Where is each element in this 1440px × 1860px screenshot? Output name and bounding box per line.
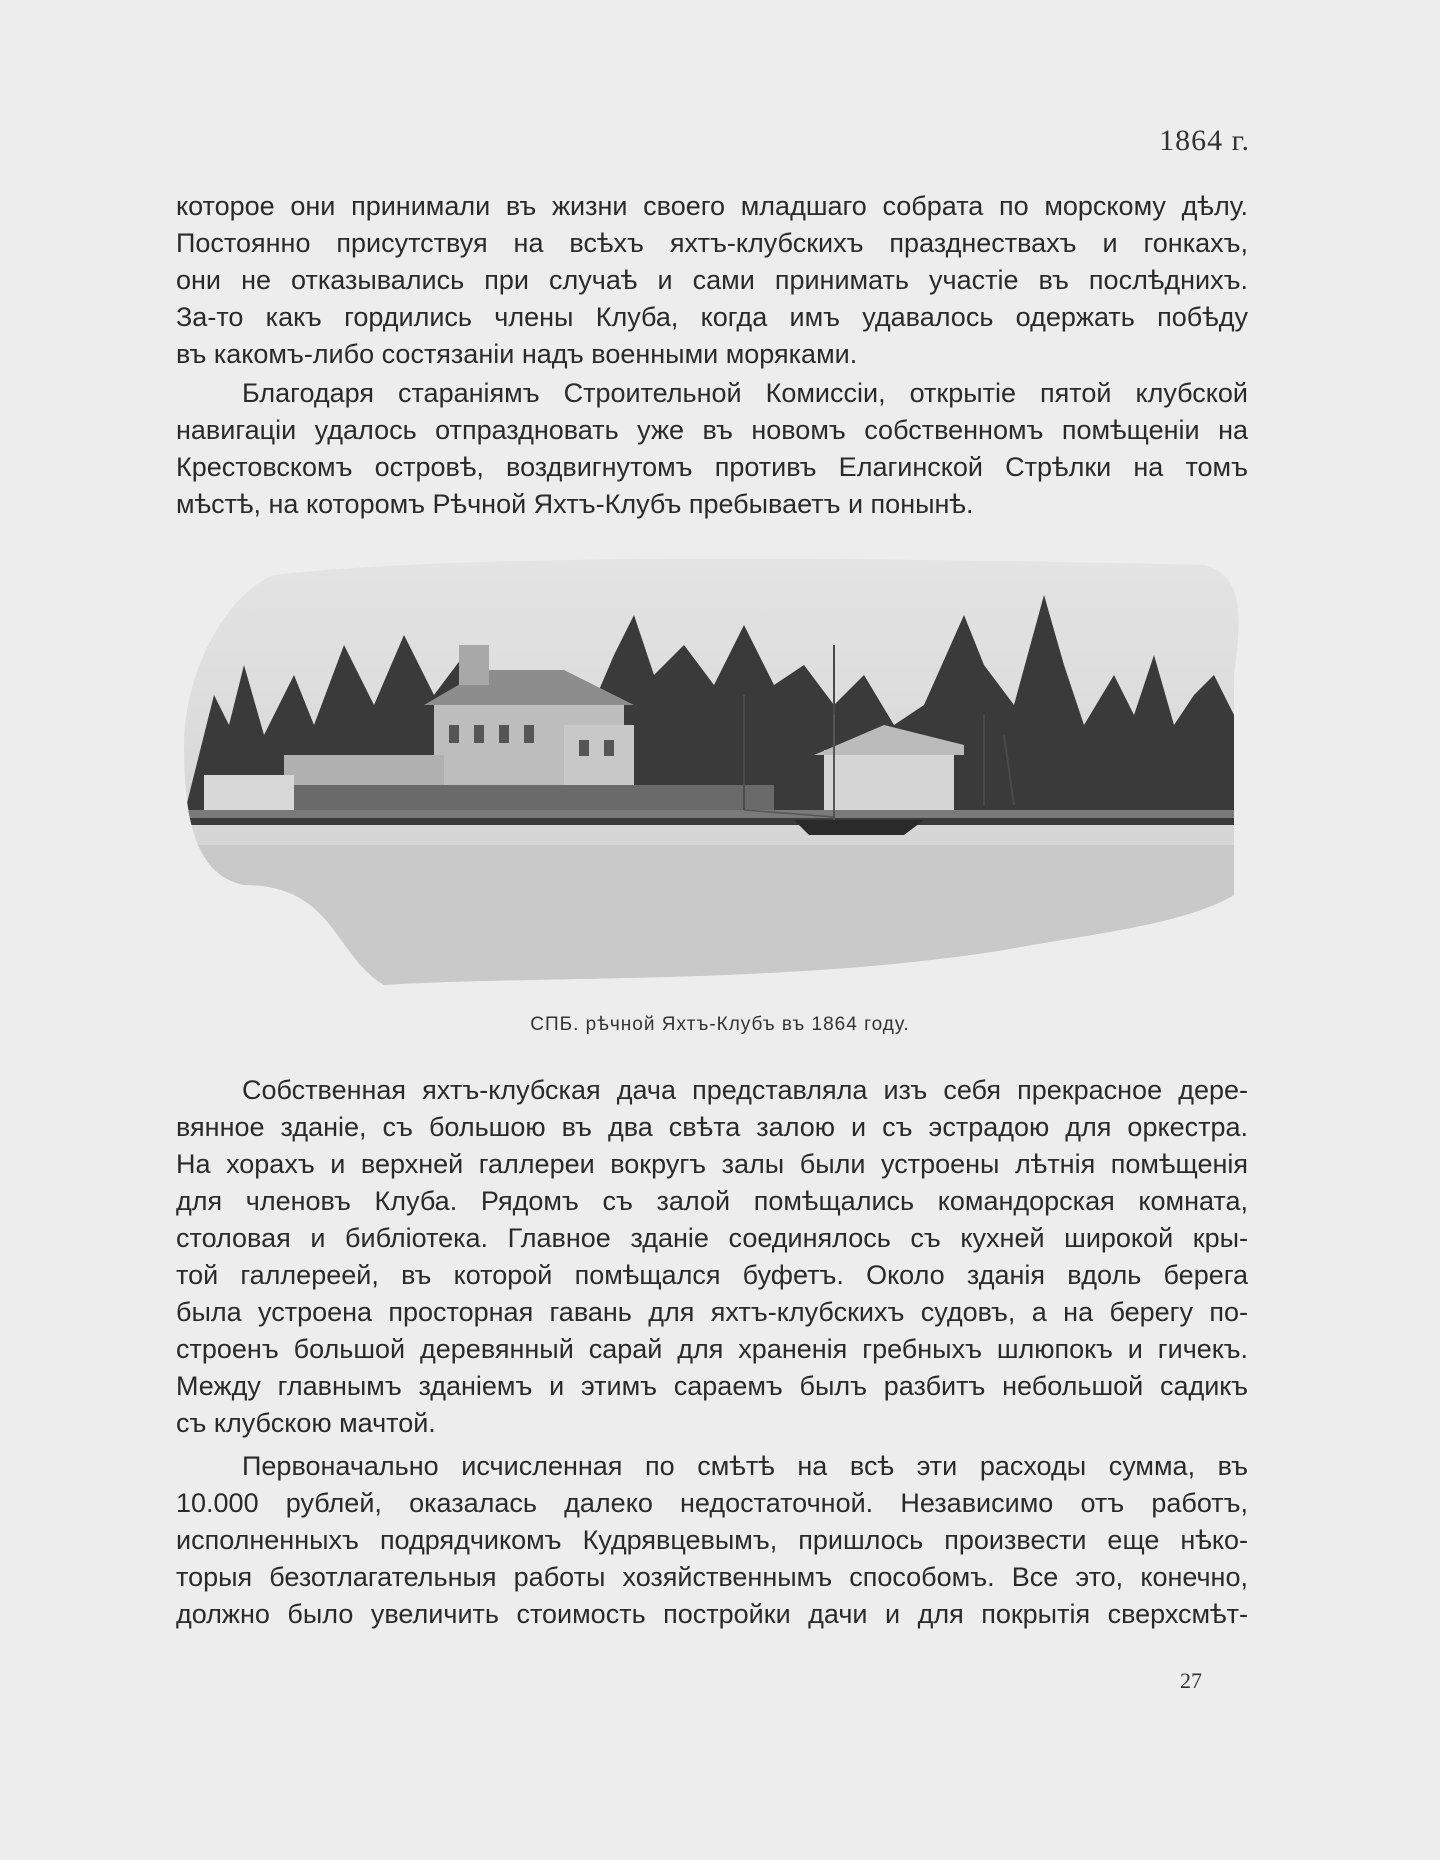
text-line: Постоянно присутствуя на всѣхъ яхтъ-клубскихъ празднествахъ и гонкахъ, <box>176 228 1248 258</box>
text-line: вянное зданіе, съ большою въ два свѣта залою и съ эстрадою для оркестра. <box>176 1112 1248 1142</box>
text-line: Между главнымъ зданіемъ и этимъ сараемъ былъ разбитъ небольшой садикъ <box>176 1371 1248 1401</box>
text-line: которое они принимали въ жизни своего младшаго собрата по морскому дѣлу. <box>176 191 1248 221</box>
text-line: той галлереей, въ которой помѣщался буфетъ. Около зданія вдоль берега <box>176 1260 1248 1290</box>
paragraph-4 <box>176 1448 1248 1633</box>
yacht-club-photo <box>184 555 1244 985</box>
text-line: съ клубскою мачтой. <box>176 1408 436 1438</box>
paragraph-3 <box>176 1072 1248 1442</box>
text-line: столовая и библіотека. Главное зданіе соединялось съ кухней широкой кры- <box>176 1223 1248 1253</box>
text-line: Крестовскомъ островѣ, воздвигнутомъ противъ Елагинской Стрѣлки на томъ <box>176 452 1248 482</box>
text-line: На хорахъ и верхней галлереи вокругъ залы были устроены лѣтнія помѣщенія <box>176 1149 1248 1179</box>
text-line: 10.000 рублей, оказалась далеко недостаточной. Независимо отъ работъ, <box>176 1488 1248 1518</box>
text-line: торыя безотлагательныя работы хозяйственнымъ способомъ. Все это, конечно, <box>176 1562 1248 1592</box>
text-line: для членовъ Клуба. Рядомъ съ залой помѣщались командорская комната, <box>176 1186 1248 1216</box>
text-line: Благодаря стараніямъ Строительной Комиссіи, открытіе пятой клубской <box>242 378 1248 408</box>
text-line: мѣстѣ, на которомъ Рѣчной Яхтъ-Клубъ пребываетъ и понынѣ. <box>176 489 974 519</box>
figure-caption: СПБ. рѣчной Яхтъ-Клубъ въ 1864 году. <box>530 1014 910 1035</box>
running-head: 1864 г. <box>1159 124 1250 157</box>
text-line: исполненныхъ подрядчикомъ Кудрявцевымъ, пришлось произвести еще нѣко- <box>176 1525 1248 1555</box>
text-line: была устроена просторная гавань для яхтъ-клубскихъ судовъ, а на берегу по- <box>176 1297 1248 1327</box>
page-number: 27 <box>1180 1668 1202 1693</box>
text-line: Собственная яхтъ-клубская дача представляла изъ себя прекрасное дере- <box>242 1075 1248 1105</box>
paragraph-1 <box>176 188 1248 373</box>
text-line: они не отказывались при случаѣ и сами принимать участіе въ послѣднихъ. <box>176 265 1248 295</box>
text-line: За-то какъ гордились члены Клуба, когда имъ удавалось одержать побѣду <box>176 302 1248 332</box>
text-line: въ какомъ-либо состязаніи надъ военными моряками. <box>176 339 858 369</box>
text-line: строенъ большой деревянный сарай для храненія гребныхъ шлюпокъ и гичекъ. <box>176 1334 1248 1364</box>
text-line: должно было увеличить стоимость постройки дачи и для покрытія сверхсмѣт- <box>176 1599 1248 1629</box>
text-line: Первоначально исчисленная по смѣтѣ на всѣ эти расходы сумма, въ <box>242 1451 1248 1481</box>
paragraph-2 <box>176 375 1248 523</box>
text-line: навигаціи удалось отпраздновать уже въ новомъ собственномъ помѣщеніи на <box>176 415 1248 445</box>
